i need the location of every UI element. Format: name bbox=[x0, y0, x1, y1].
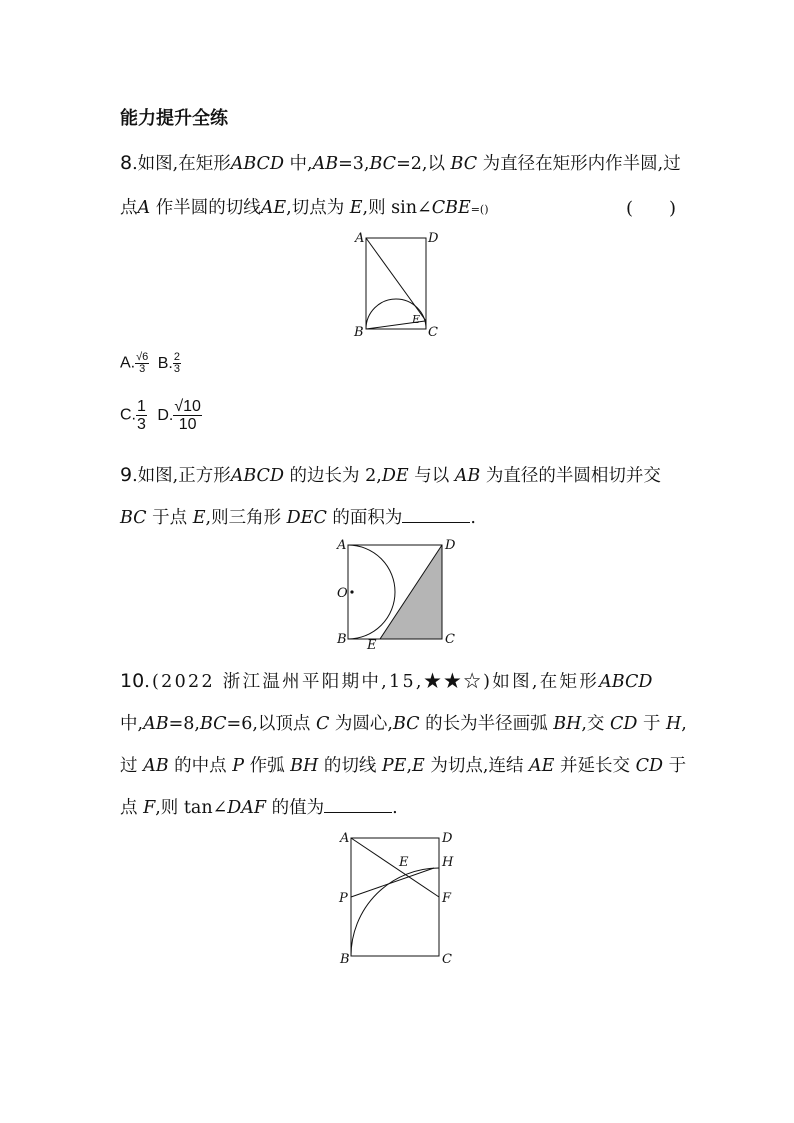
q8-line1: 8.如图,在矩形ABCD 中,AB=3,BC=2,以 BC 为直径在矩形内作半圆,过 bbox=[120, 152, 681, 174]
fig10-label-a: A bbox=[340, 831, 350, 846]
q9-answer-blank[interactable] bbox=[402, 508, 470, 523]
fig10-label-c: C bbox=[442, 952, 452, 967]
fig10-label-p: P bbox=[339, 891, 348, 906]
q9-figure bbox=[334, 535, 464, 650]
fig10-label-e: E bbox=[399, 855, 409, 870]
q10-line3: 过 AB 的中点 P 作弧 BH 的切线 PE,E 为切点,连结 AE 并延长交 CD 于 bbox=[120, 756, 687, 776]
q10-line4: 点 F,则 tan∠DAF 的值为 . bbox=[120, 798, 398, 818]
q8-options-row1 bbox=[120, 352, 181, 375]
option-d-fraction: $\frac{√10}{10}$ bbox=[174, 398, 201, 433]
fig9-label-a: A bbox=[337, 538, 347, 553]
q9-line1: 9.如图,正方形ABCD 的边长为 2,DE 与以 AB 为直径的半圆相切并交 bbox=[120, 464, 661, 486]
q9-number: 9 bbox=[120, 464, 133, 486]
q8-number: 8 bbox=[120, 152, 133, 174]
fig10-label-h: H bbox=[442, 855, 454, 870]
q10-line2: 中,AB=8,BC=6,以顶点 C 为圆心,BC 的长为半径画弧 BH,交 CD 于 H, bbox=[120, 714, 687, 734]
fig9-label-o: O bbox=[337, 586, 348, 601]
option-a-label[interactable]: A. bbox=[120, 354, 136, 372]
fig8-label-d: D bbox=[428, 231, 439, 246]
fig9-label-d: D bbox=[445, 538, 456, 553]
q8-line2: 点A 作半圆的切线AE,切点为 E,则 sin∠CBE=() bbox=[120, 198, 489, 218]
fig10-label-f: F bbox=[442, 891, 452, 906]
q9-line2: BC 于点 E,则三角形 DEC 的面积为 . bbox=[120, 508, 476, 528]
q10-number: 10 bbox=[120, 670, 145, 692]
q8-figure bbox=[350, 228, 450, 340]
q10-answer-blank[interactable] bbox=[324, 798, 392, 813]
option-a-fraction: $\frac{√6}{3}$ bbox=[136, 351, 149, 375]
fig9-label-e: E bbox=[367, 638, 377, 650]
fig10-label-d: D bbox=[442, 831, 453, 846]
option-c-fraction: $\frac{1}{3}$ bbox=[137, 398, 146, 433]
q10-figure bbox=[332, 826, 462, 968]
fig8-label-c: C bbox=[428, 325, 438, 340]
fig8-label-b: B bbox=[354, 325, 364, 340]
option-d-label[interactable]: D. bbox=[157, 406, 174, 424]
fig10-label-b: B bbox=[340, 952, 350, 967]
option-b-label[interactable]: B. bbox=[157, 354, 173, 372]
fig9-label-c: C bbox=[445, 632, 455, 647]
answer-bracket[interactable]: ( ) bbox=[626, 198, 677, 219]
fig8-label-a: A bbox=[355, 231, 365, 246]
section-title: 能力提升全练 bbox=[120, 108, 228, 129]
q8-options-row2 bbox=[120, 398, 202, 433]
option-b-fraction: $\frac{2}{3}$ bbox=[173, 351, 180, 375]
fig8-label-e: E bbox=[412, 313, 421, 326]
option-c-label[interactable]: C. bbox=[120, 406, 136, 424]
q10-line1: 10.(2022 浙江温州平阳期中,15,★★☆)如图,在矩形ABCD bbox=[120, 670, 653, 692]
fig9-label-b: B bbox=[337, 632, 347, 647]
